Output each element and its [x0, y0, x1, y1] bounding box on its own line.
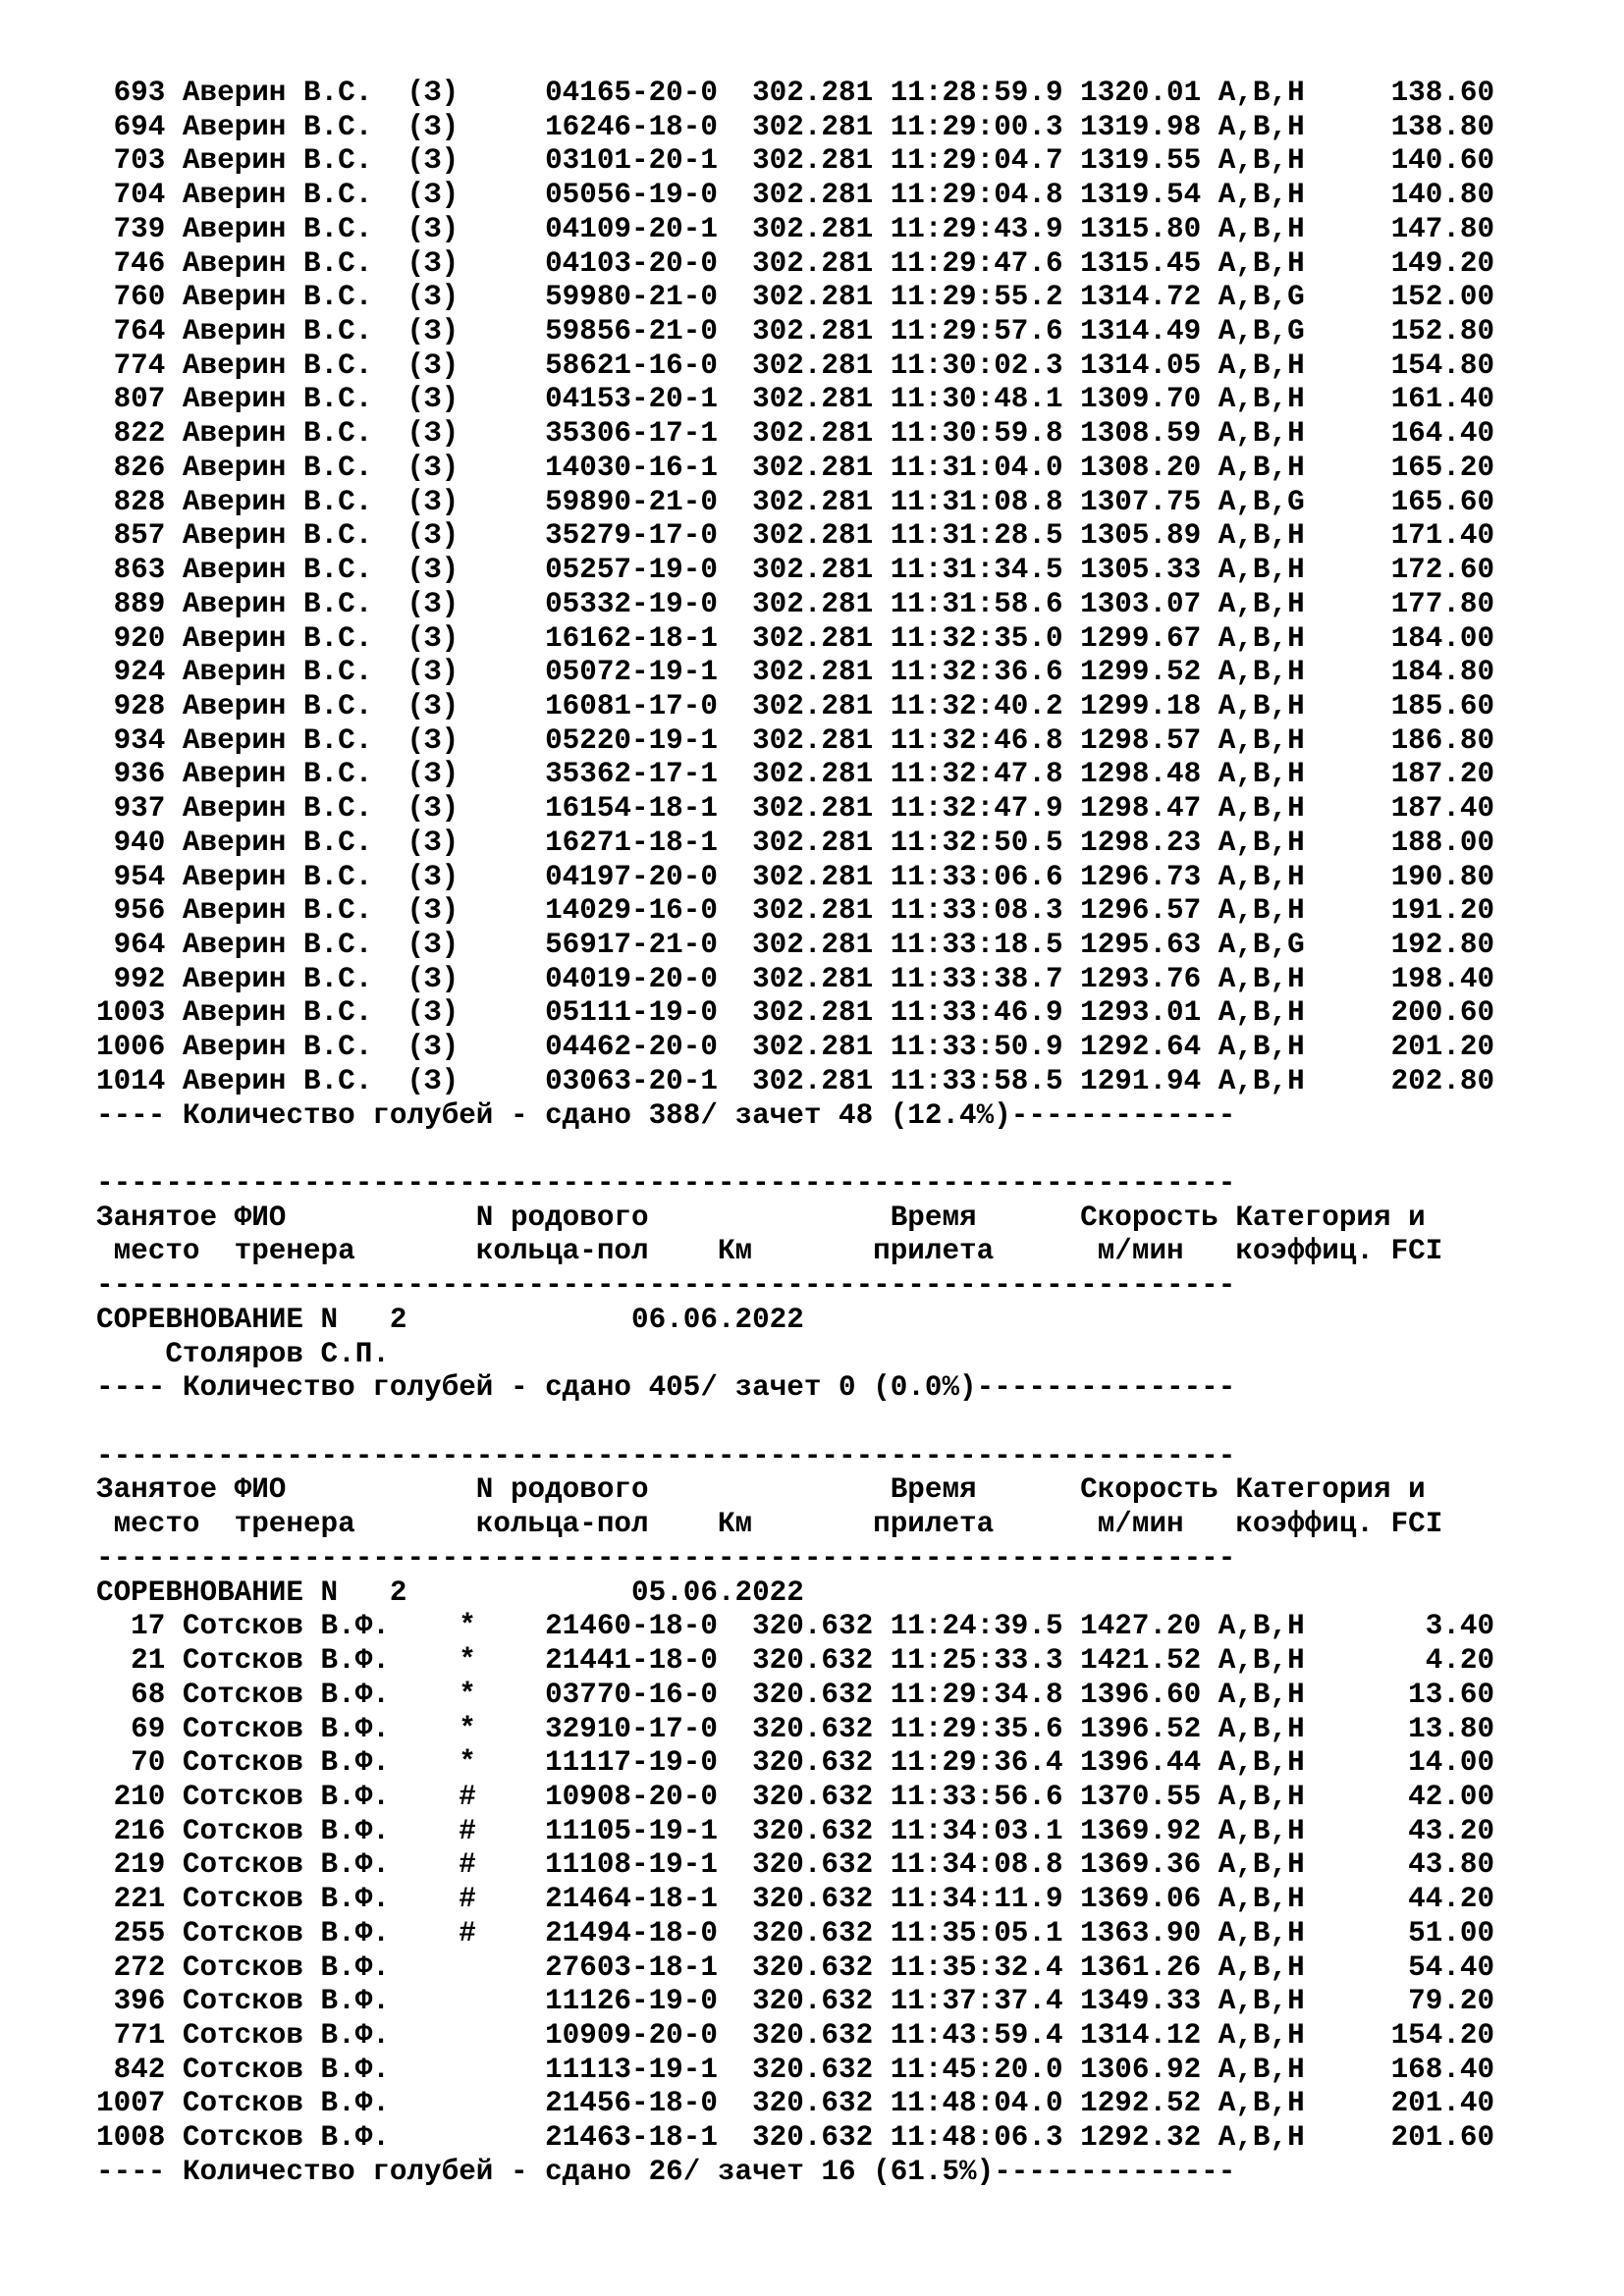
result-row: 70 Сотсков В.Ф. * 11117-19-0 320.632 11:29:36.4 1396.44 A,B,H 14.00	[96, 1746, 1495, 1780]
result-row: 828 Аверин В.С. (З) 59890-21-0 302.281 11:31:08.8 1307.75 A,B,G 165.60	[96, 485, 1495, 518]
result-row: 920 Аверин В.С. (З) 16162-18-1 302.281 11:32:35.0 1299.67 A,B,H 184.00	[96, 621, 1495, 655]
result-row: 937 Аверин В.С. (З) 16154-18-1 302.281 11:32:47.9 1298.47 A,B,H 187.40	[96, 792, 1495, 826]
result-row: 964 Аверин В.С. (З) 56917-21-0 302.281 11:33:18.5 1295.63 A,B,G 192.80	[96, 928, 1495, 961]
table-header-row-1: Занятое ФИО N родового Время Скорость Категория и	[96, 1201, 1426, 1234]
result-row: 924 Аверин В.С. (З) 05072-19-1 302.281 11:32:36.6 1299.52 A,B,H 184.80	[96, 656, 1495, 689]
result-row: 760 Аверин В.С. (З) 59980-21-0 302.281 11:29:55.2 1314.72 A,B,G 152.00	[96, 281, 1495, 314]
result-row: 255 Сотсков В.Ф. # 21494-18-0 320.632 11:35:05.1 1363.90 A,B,H 51.00	[96, 1916, 1495, 1949]
result-row: 774 Аверин В.С. (З) 58621-16-0 302.281 11:30:02.3 1314.05 A,B,H 154.80	[96, 348, 1495, 382]
result-row: 396 Сотсков В.Ф. 11126-19-0 320.632 11:37:37.4 1349.33 A,B,H 79.20	[96, 1985, 1495, 2018]
result-row: 928 Аверин В.С. (З) 16081-17-0 302.281 11:32:40.2 1299.18 A,B,H 185.60	[96, 689, 1495, 722]
result-row: 863 Аверин В.С. (З) 05257-19-0 302.281 11:31:34.5 1305.33 A,B,H 172.60	[96, 554, 1495, 587]
result-row: 1014 Аверин В.С. (З) 03063-20-1 302.281 11:33:58.5 1291.94 A,B,H 202.80	[96, 1064, 1495, 1097]
result-row: 992 Аверин В.С. (З) 04019-20-0 302.281 11:33:38.7 1293.76 A,B,H 198.40	[96, 962, 1495, 995]
result-row: 1008 Сотсков В.Ф. 21463-18-1 320.632 11:48:06.3 1292.32 A,B,H 201.60	[96, 2121, 1495, 2155]
result-row: 956 Аверин В.С. (З) 14029-16-0 302.281 11:33:08.3 1296.57 A,B,H 191.20	[96, 894, 1495, 928]
result-row: 1006 Аверин В.С. (З) 04462-20-0 302.281 11:33:50.9 1292.64 A,B,H 201.20	[96, 1031, 1495, 1064]
summary-line: ---- Количество голубей - сдано 388/ зачет 48 (12.4%)-------------	[96, 1098, 1236, 1132]
spacer	[96, 1133, 1569, 1167]
competition-title: СОРЕВНОВАНИЕ N 2 06.06.2022	[96, 1303, 804, 1336]
result-row: 764 Аверин В.С. (З) 59856-21-0 302.281 11:29:57.6 1314.49 A,B,G 152.80	[96, 315, 1495, 348]
result-row: 216 Сотсков В.Ф. # 11105-19-1 320.632 11:34:03.1 1369.92 A,B,H 43.20	[96, 1814, 1495, 1847]
result-row: 68 Сотсков В.Ф. * 03770-16-0 320.632 11:29:34.8 1396.60 A,B,H 13.60	[96, 1678, 1495, 1711]
result-row: 954 Аверин В.С. (З) 04197-20-0 302.281 11:33:06.6 1296.73 A,B,H 190.80	[96, 860, 1495, 893]
result-row: 807 Аверин В.С. (З) 04153-20-1 302.281 11:30:48.1 1309.70 A,B,H 161.40	[96, 383, 1495, 416]
separator-line: ------------------------------------------------------------------	[96, 1167, 1236, 1200]
result-row: 210 Сотсков В.Ф. # 10908-20-0 320.632 11:33:56.6 1370.55 A,B,H 42.00	[96, 1780, 1495, 1813]
trainer-name: Столяров С.П.	[96, 1337, 390, 1370]
summary-line: ---- Количество голубей - сдано 26/ зачет 16 (61.5%)--------------	[96, 2155, 1236, 2188]
result-row: 1003 Аверин В.С. (З) 05111-19-0 302.281 11:33:46.9 1293.01 A,B,H 200.60	[96, 996, 1495, 1030]
result-row: 221 Сотсков В.Ф. # 21464-18-1 320.632 11:34:11.9 1369.06 A,B,H 44.20	[96, 1883, 1495, 1916]
result-row: 703 Аверин В.С. (З) 03101-20-1 302.281 11:29:04.7 1319.55 A,B,H 140.60	[96, 144, 1495, 178]
result-row: 694 Аверин В.С. (З) 16246-18-0 302.281 11:29:00.3 1319.98 A,B,H 138.80	[96, 110, 1495, 143]
result-row: 219 Сотсков В.Ф. # 11108-19-1 320.632 11:34:08.8 1369.36 A,B,H 43.80	[96, 1848, 1495, 1882]
result-row: 17 Сотсков В.Ф. * 21460-18-0 320.632 11:24:39.5 1427.20 A,B,H 3.40	[96, 1610, 1495, 1643]
result-row: 693 Аверин В.С. (З) 04165-20-0 302.281 11:28:59.9 1320.01 A,B,H 138.60	[96, 77, 1495, 109]
separator-line: ------------------------------------------------------------------	[96, 1269, 1236, 1303]
summary-line: ---- Количество голубей - сдано 405/ зачет 0 (0.0%)---------------	[96, 1371, 1236, 1405]
result-row: 940 Аверин В.С. (З) 16271-18-1 302.281 11:32:50.5 1298.23 A,B,H 188.00	[96, 826, 1495, 859]
result-row: 272 Сотсков В.Ф. 27603-18-1 320.632 11:35:32.4 1361.26 A,B,H 54.40	[96, 1950, 1495, 1984]
result-row: 842 Сотсков В.Ф. 11113-19-1 320.632 11:45:20.0 1306.92 A,B,H 168.40	[96, 2053, 1495, 2086]
result-row: 739 Аверин В.С. (З) 04109-20-1 302.281 11:29:43.9 1315.80 A,B,H 147.80	[96, 212, 1495, 245]
separator-line: ------------------------------------------------------------------	[96, 1439, 1236, 1472]
result-row: 704 Аверин В.С. (З) 05056-19-0 302.281 11:29:04.8 1319.54 A,B,H 140.80	[96, 179, 1495, 212]
result-row: 826 Аверин В.С. (З) 14030-16-1 302.281 11:31:04.0 1308.20 A,B,H 165.20	[96, 451, 1495, 484]
results-document	[96, 77, 1569, 2190]
table-header-row-1: Занятое ФИО N родового Время Скорость Категория и	[96, 1473, 1426, 1507]
table-header-row-2: место тренера кольца-пол Км прилета м/мин коэффиц. FCI	[96, 1508, 1443, 1541]
result-row: 889 Аверин В.С. (З) 05332-19-0 302.281 11:31:58.6 1303.07 A,B,H 177.80	[96, 587, 1495, 620]
result-row: 771 Сотсков В.Ф. 10909-20-0 320.632 11:43:59.4 1314.12 A,B,H 154.20	[96, 2018, 1495, 2052]
spacer	[96, 1406, 1569, 1440]
result-row: 934 Аверин В.С. (З) 05220-19-1 302.281 11:32:46.8 1298.57 A,B,H 186.80	[96, 723, 1495, 757]
separator-line: ------------------------------------------------------------------	[96, 1541, 1236, 1575]
result-row: 21 Сотсков В.Ф. * 21441-18-0 320.632 11:25:33.3 1421.52 A,B,H 4.20	[96, 1644, 1495, 1678]
result-row: 936 Аверин В.С. (З) 35362-17-1 302.281 11:32:47.8 1298.48 A,B,H 187.20	[96, 758, 1495, 791]
result-row: 69 Сотсков В.Ф. * 32910-17-0 320.632 11:29:35.6 1396.52 A,B,H 13.80	[96, 1712, 1495, 1745]
result-row: 857 Аверин В.С. (З) 35279-17-0 302.281 11:31:28.5 1305.89 A,B,H 171.40	[96, 519, 1495, 553]
competition-title: СОРЕВНОВАНИЕ N 2 05.06.2022	[96, 1575, 804, 1609]
result-row: 1007 Сотсков В.Ф. 21456-18-0 320.632 11:48:04.0 1292.52 A,B,H 201.40	[96, 2087, 1495, 2120]
result-row: 822 Аверин В.С. (З) 35306-17-1 302.281 11:30:59.8 1308.59 A,B,H 164.40	[96, 417, 1495, 451]
table-header-row-2: место тренера кольца-пол Км прилета м/мин коэффиц. FCI	[96, 1235, 1443, 1268]
result-row: 746 Аверин В.С. (З) 04103-20-0 302.281 11:29:47.6 1315.45 A,B,H 149.20	[96, 246, 1495, 280]
